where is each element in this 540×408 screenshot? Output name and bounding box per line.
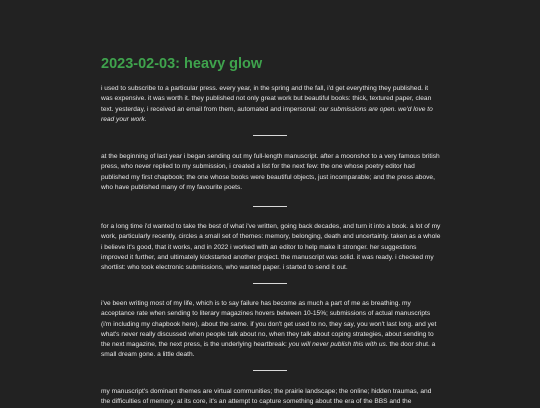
section-divider: [253, 370, 287, 371]
paragraph-3-text: for a long time i'd wanted to take the best of what i've written, going back decades, and turn it into a book. a lot of my work, particularly recently, circles a small set of themes: memory, belonging, death and uncertainty. taken as a whole i believe it's good, that it works, and in 2022 i worked with an editor to help make it stronger. her suggestions improved it further, and ultimately kickstarted another project. the manuscript was solid. it was ready. i checked my shortlist: who took electronic submissions, who wanted paper. i started to send it out.: [101, 223, 441, 272]
post-title: 2023-02-03: heavy glow: [101, 56, 263, 72]
paragraph-4-text: i've been writing most of my life, which is to say failure has become as much a part of me as breathing. my acceptance rate when sending to literary magazines hovers between 10-15%; submissions of actual manuscripts (i'm including my chapbook here), about the same. if you don't get used to no, they say, you won't last long. and yet what's never really discussed when people talk about no, when they talk about coping strategies, about sending to the next magazine, the next press, is the underlying heartbreak:: [101, 300, 437, 349]
paragraph-4: [101, 299, 441, 361]
paragraph-1-emphasis: our submissions are open. we'd love to read your work.: [101, 105, 433, 123]
section-divider: [253, 135, 287, 136]
paragraph-4-emphasis: you will never publish this with us.: [288, 341, 388, 349]
paragraph-4-tail: the door shut. a small dream gone. a little death.: [101, 341, 436, 359]
paragraph-2: [101, 152, 441, 193]
paragraph-5-text: my manuscript's dominant themes are virtual communities; the prairie landscape; the online; hidden traumas, and the difficulties of memory. at its core, it's an attempt to capture something about the era of the BBS and the: [101, 388, 432, 406]
section-divider: [253, 206, 287, 207]
paragraph-1: [101, 84, 441, 125]
section-divider: [253, 283, 287, 284]
paragraph-3: [101, 222, 441, 273]
paragraph-1-text: i used to subscribe to a particular press. every year, in the spring and the fall, i'd get everything they published. it was expensive. it was worth it. they published not only great work but beautiful books: thick, textured paper, clean text. yesterday, i received an email from them, automated and impersonal:: [101, 85, 432, 113]
paragraph-2-text: at the beginning of last year i began sending out my full-length manuscript. after a moonshot to a very famous british press, who never replied to my submission, i created a list for the next few: the one whose poetry editor had published my first chapbook; the one whose books were beautiful objects, just incomparable; and the press above, who have published many of my favourite poets.: [101, 153, 440, 191]
